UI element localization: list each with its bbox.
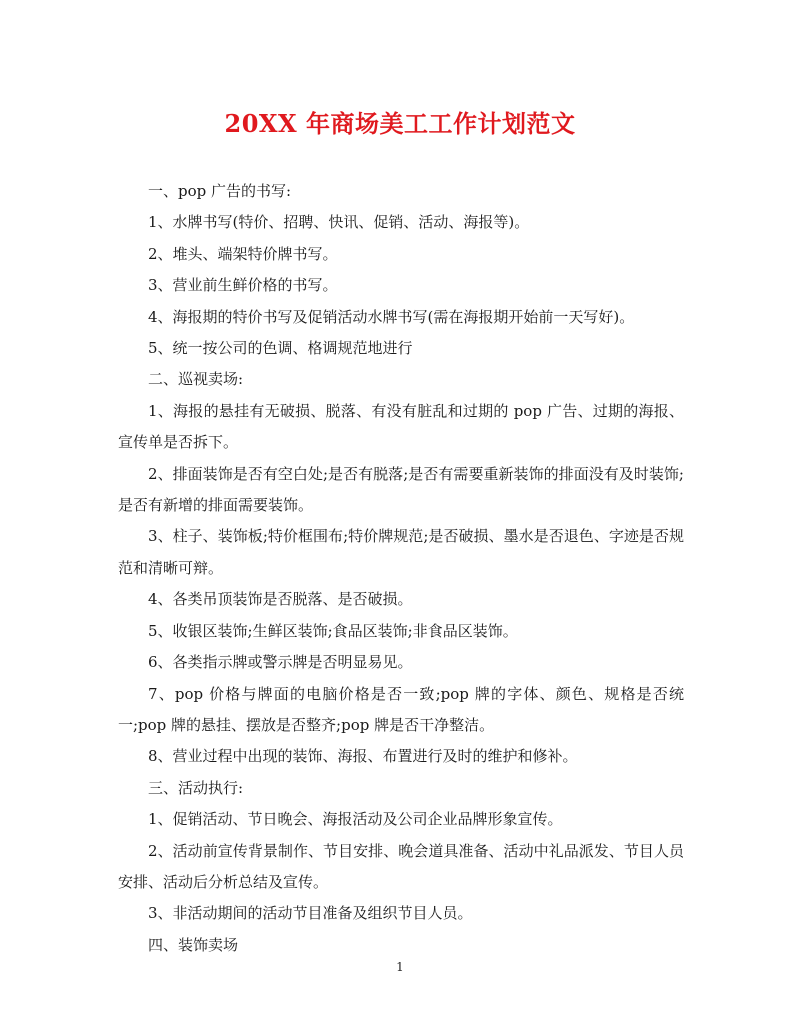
list-item: 1、水牌书写(特价、招聘、快讯、促销、活动、海报等)。 bbox=[148, 213, 530, 232]
list-item: 8、营业过程中出现的装饰、海报、布置进行及时的维护和修补。 bbox=[148, 747, 578, 766]
section-heading-decoration: 四、装饰卖场 bbox=[148, 935, 239, 954]
list-item: 3、柱子、装饰板;特价框围布;特价牌规范;是否破损、墨水是否退色、字迹是否规范和清晰可辩。 bbox=[118, 527, 684, 577]
list-item: 4、海报期的特价书写及促销活动水牌书写(需在海报期开始前一天写好)。 bbox=[148, 307, 635, 326]
list-item: 3、营业前生鲜价格的书写。 bbox=[148, 276, 338, 295]
section-heading-patrol: 二、巡视卖场: bbox=[148, 370, 244, 389]
list-item: 3、非活动期间的活动节目准备及组织节目人员。 bbox=[148, 904, 473, 923]
page-number: 1 bbox=[396, 960, 404, 974]
document-title: 20XX 年商场美工工作计划范文 bbox=[224, 109, 576, 138]
list-item: 2、排面装饰是否有空白处;是否有脱落;是否有需要重新装饰的排面没有及时装饰;是否有新增的排面需要装饰。 bbox=[118, 464, 684, 515]
section-heading-activities: 三、活动执行: bbox=[148, 778, 244, 797]
list-item: 1、海报的悬挂有无破损、脱落、有没有脏乱和过期的 pop 广告、过期的海报、宣传单是否拆下。 bbox=[118, 401, 684, 452]
section-heading-pop: 一、pop 广告的书写: bbox=[148, 182, 292, 200]
list-item: 1、促销活动、节日晚会、海报活动及公司企业品牌形象宣传。 bbox=[148, 810, 563, 829]
list-item: 6、各类指示牌或警示牌是否明显易见。 bbox=[148, 653, 413, 672]
list-item: 5、统一按公司的色调、格调规范地进行 bbox=[148, 339, 413, 358]
list-item: 7、pop 价格与牌面的电脑价格是否一致;pop 牌的字体、颜色、规格是否统一;pop 牌的悬挂、摆放是否整齐;pop 牌是否干净整洁。 bbox=[118, 684, 684, 734]
list-item: 4、各类吊顶装饰是否脱落、是否破损。 bbox=[148, 590, 413, 609]
document-body bbox=[118, 176, 684, 961]
list-item: 2、活动前宣传背景制作、节目安排、晚会道具准备、活动中礼品派发、节目人员安排、活动后分析总结及宣传。 bbox=[118, 841, 684, 891]
list-item: 5、收银区装饰;生鲜区装饰;食品区装饰;非食品区装饰。 bbox=[148, 621, 518, 640]
list-item: 2、堆头、端架特价牌书写。 bbox=[148, 244, 338, 263]
